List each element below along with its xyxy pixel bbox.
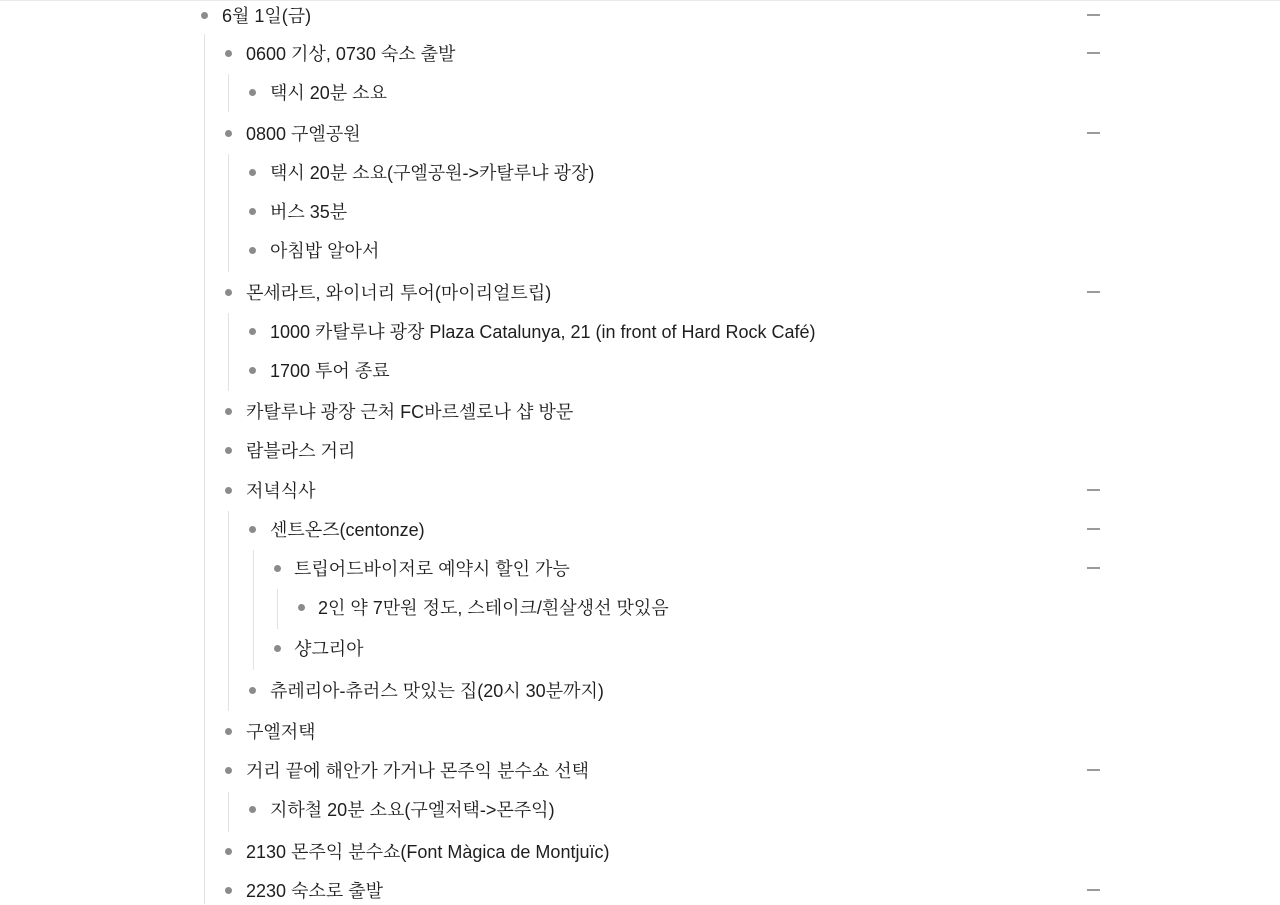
bullet-icon[interactable] bbox=[249, 526, 256, 533]
bullet-icon[interactable] bbox=[225, 848, 232, 855]
collapse-icon[interactable] bbox=[1087, 489, 1100, 491]
outline-item[interactable] bbox=[0, 118, 1280, 148]
collapse-icon[interactable] bbox=[1087, 769, 1100, 771]
bullet-icon[interactable] bbox=[274, 565, 281, 572]
collapse-icon[interactable] bbox=[1087, 889, 1100, 891]
item-text[interactable]: 지하철 20분 소요(구엘저택->몬주익) bbox=[270, 800, 555, 820]
collapse-icon[interactable] bbox=[1087, 528, 1100, 530]
item-text[interactable]: 택시 20분 소요(구엘공원->카탈루냐 광장) bbox=[270, 163, 595, 183]
outline-item[interactable] bbox=[0, 675, 1280, 705]
bullet-icon[interactable] bbox=[249, 89, 256, 96]
outline-item[interactable] bbox=[0, 592, 1280, 622]
item-text[interactable]: 버스 35분 bbox=[270, 202, 348, 222]
bullet-icon[interactable] bbox=[298, 604, 305, 611]
outline-item[interactable] bbox=[0, 553, 1280, 583]
item-text[interactable]: 츄레리아-츄러스 맛있는 집(20시 30분까지) bbox=[270, 681, 604, 701]
item-text[interactable]: 2인 약 7만원 정도, 스테이크/흰살생선 맛있음 bbox=[318, 598, 669, 618]
outline-item[interactable] bbox=[0, 196, 1280, 226]
item-text[interactable]: 2230 숙소로 출발 bbox=[246, 881, 383, 901]
bullet-icon[interactable] bbox=[225, 728, 232, 735]
collapse-icon[interactable] bbox=[1087, 567, 1100, 569]
bullet-icon[interactable] bbox=[225, 767, 232, 774]
item-text[interactable]: 샹그리아 bbox=[294, 639, 364, 659]
bullet-icon[interactable] bbox=[249, 687, 256, 694]
item-text[interactable]: 1000 카탈루냐 광장 Plaza Catalunya, 21 (in front of Hard Rock Café) bbox=[270, 322, 816, 342]
item-text[interactable]: 거리 끝에 해안가 가거나 몬주익 분수쇼 선택 bbox=[246, 761, 589, 781]
bullet-icon[interactable] bbox=[225, 130, 232, 137]
outline-item[interactable] bbox=[0, 435, 1280, 465]
outline-item[interactable] bbox=[0, 514, 1280, 544]
bullet-icon[interactable] bbox=[274, 645, 281, 652]
item-text[interactable]: 구엘저택 bbox=[246, 722, 316, 742]
item-text[interactable]: 2130 몬주익 분수쇼(Font Màgica de Montjuïc) bbox=[246, 842, 610, 862]
collapse-icon[interactable] bbox=[1087, 14, 1100, 16]
item-text[interactable]: 트립어드바이저로 예약시 할인 가능 bbox=[294, 559, 570, 579]
bullet-icon[interactable] bbox=[249, 328, 256, 335]
outline-item[interactable] bbox=[0, 633, 1280, 663]
collapse-icon[interactable] bbox=[1087, 291, 1100, 293]
outline-item[interactable] bbox=[0, 716, 1280, 746]
item-text[interactable]: 센트온즈(centonze) bbox=[270, 520, 425, 540]
outline-item[interactable] bbox=[0, 396, 1280, 426]
collapse-icon[interactable] bbox=[1087, 132, 1100, 134]
bullet-icon[interactable] bbox=[225, 408, 232, 415]
bullet-icon[interactable] bbox=[249, 247, 256, 254]
outline-item[interactable] bbox=[0, 355, 1280, 385]
item-text[interactable]: 카탈루냐 광장 근처 FC바르셀로나 샵 방문 bbox=[246, 402, 574, 422]
item-text[interactable]: 0600 기상, 0730 숙소 출발 bbox=[246, 44, 456, 64]
outline-item-date[interactable] bbox=[0, 0, 1280, 30]
bullet-icon[interactable] bbox=[249, 208, 256, 215]
bullet-icon[interactable] bbox=[225, 50, 232, 57]
outline-item[interactable] bbox=[0, 277, 1280, 307]
outline-item[interactable] bbox=[0, 77, 1280, 107]
item-text[interactable]: 몬세라트, 와이너리 투어(마이리얼트립) bbox=[246, 283, 552, 303]
item-text[interactable]: 람블라스 거리 bbox=[246, 441, 356, 461]
bullet-icon[interactable] bbox=[225, 289, 232, 296]
outline-item[interactable] bbox=[0, 794, 1280, 824]
outline-item[interactable] bbox=[0, 475, 1280, 505]
bullet-icon[interactable] bbox=[249, 367, 256, 374]
item-text[interactable]: 6월 1일(금) bbox=[222, 6, 312, 26]
item-text[interactable]: 0800 구엘공원 bbox=[246, 124, 361, 144]
bullet-icon[interactable] bbox=[249, 806, 256, 813]
bullet-icon[interactable] bbox=[225, 447, 232, 454]
bullet-icon[interactable] bbox=[249, 169, 256, 176]
item-text[interactable]: 1700 투어 종료 bbox=[270, 361, 390, 381]
outline-item[interactable] bbox=[0, 157, 1280, 187]
outline-item[interactable] bbox=[0, 875, 1280, 905]
outline-item[interactable] bbox=[0, 836, 1280, 866]
item-text[interactable]: 아침밥 알아서 bbox=[270, 241, 380, 261]
item-text[interactable]: 저녁식사 bbox=[246, 481, 316, 501]
outline-item[interactable] bbox=[0, 235, 1280, 265]
outline-item[interactable] bbox=[0, 755, 1280, 785]
collapse-icon[interactable] bbox=[1087, 52, 1100, 54]
bullet-icon[interactable] bbox=[225, 487, 232, 494]
bullet-icon[interactable] bbox=[201, 12, 208, 19]
outline-item[interactable] bbox=[0, 38, 1280, 68]
outline-item[interactable] bbox=[0, 316, 1280, 346]
bullet-icon[interactable] bbox=[225, 887, 232, 894]
item-text[interactable]: 택시 20분 소요 bbox=[270, 83, 387, 103]
